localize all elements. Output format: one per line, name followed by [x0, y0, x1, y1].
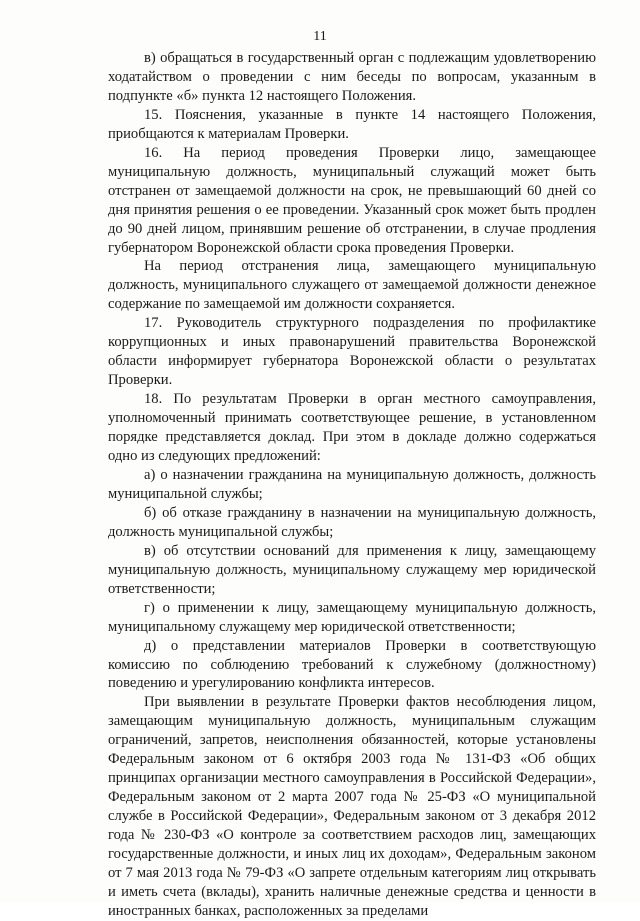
paragraph-18: 18. По результатам Проверки в орган местного самоуправления, уполномоченный принимать соответствующее решение, в установленном порядке представляется доклад. При этом в докладе должно содержаться одно из следующих предложений: [108, 391, 596, 465]
page-number: 11 [313, 29, 327, 44]
paragraph-16-suspension: На период отстранения лица, замещающего муниципальную должность, муниципального служащего от замещаемой должности денежное содержание по замещаемой им должности сохраняется. [108, 258, 596, 313]
paragraph-18g: г) о применении к лицу, замещающему муниципальную должность, муниципальному служащему мер юридической ответственности; [108, 599, 596, 635]
paragraph-17: 17. Руководитель структурного подразделения по профилактике коррупционных и иных правонарушений правительства Воронежской области информирует губернатора Воронежской области о результатах Проверки. [108, 315, 596, 389]
paragraph-18v: в) об отсутствии оснований для применения к лицу, замещающему муниципальную должность, муниципальному служащему мер юридической ответственности; [108, 542, 596, 597]
paragraph-18b: б) об отказе гражданину в назначении на муниципальную должность, должность муниципальной службы; [108, 504, 596, 540]
paragraph-18a: а) о назначении гражданина на муниципальную должность, должность муниципальной службы; [108, 466, 596, 502]
paragraph-16: 16. На период проведения Проверки лицо, замещающее муниципальную должность, муниципальный служащий может быть отстранен от замещаемой должности на срок, не превышающий 60 дней со дня принятия решения о ее проведении. Указанный срок может быть продлен до 90 дней лицом, принявшим решение об отстранении, в случае продления губернатором Воронежской области срока проведения Проверки. [108, 144, 596, 256]
paragraph-15: 15. Пояснения, указанные в пункте 14 настоящего Положения, приобщаются к материалам Проверки. [108, 106, 596, 142]
document-body [108, 49, 596, 921]
paragraph-18d: д) о представлении материалов Проверки в соответствующую комиссию по соблюдению требований к служебному (должностному) поведению и урегулированию конфликта интересов. [108, 637, 596, 692]
paragraph-violations: При выявлении в результате Проверки фактов несоблюдения лицом, замещающим муниципальную должность, муниципальным служащим ограничений, запретов, неисполнения обязанностей, которые установлены Федеральным законом от 6 октября 2003 года № 131-ФЗ «Об общих принципах организации местного самоуправления в Российской Федерации», Федеральным законом от 2 марта 2007 года № 25-ФЗ «О муниципальной службе в Российской Федерации», Федеральным законом от 3 декабря 2012 года № 230-ФЗ «О контроле за соответствием расходов лиц, замещающих государственные должности, и иных лиц их доходам», Федеральным законом от 7 мая 2013 года № 79-ФЗ «О запрете отдельным категориям лиц открывать и иметь счета (вклады), хранить наличные денежные средства и ценности в иностранных банках, расположенных за пределами [108, 694, 596, 919]
paragraph-14v: в) обращаться в государственный орган с подлежащим удовлетворению ходатайством о проведении с ним беседы по вопросам, указанным в подпункте «б» пункта 12 настоящего Положения. [108, 50, 596, 104]
